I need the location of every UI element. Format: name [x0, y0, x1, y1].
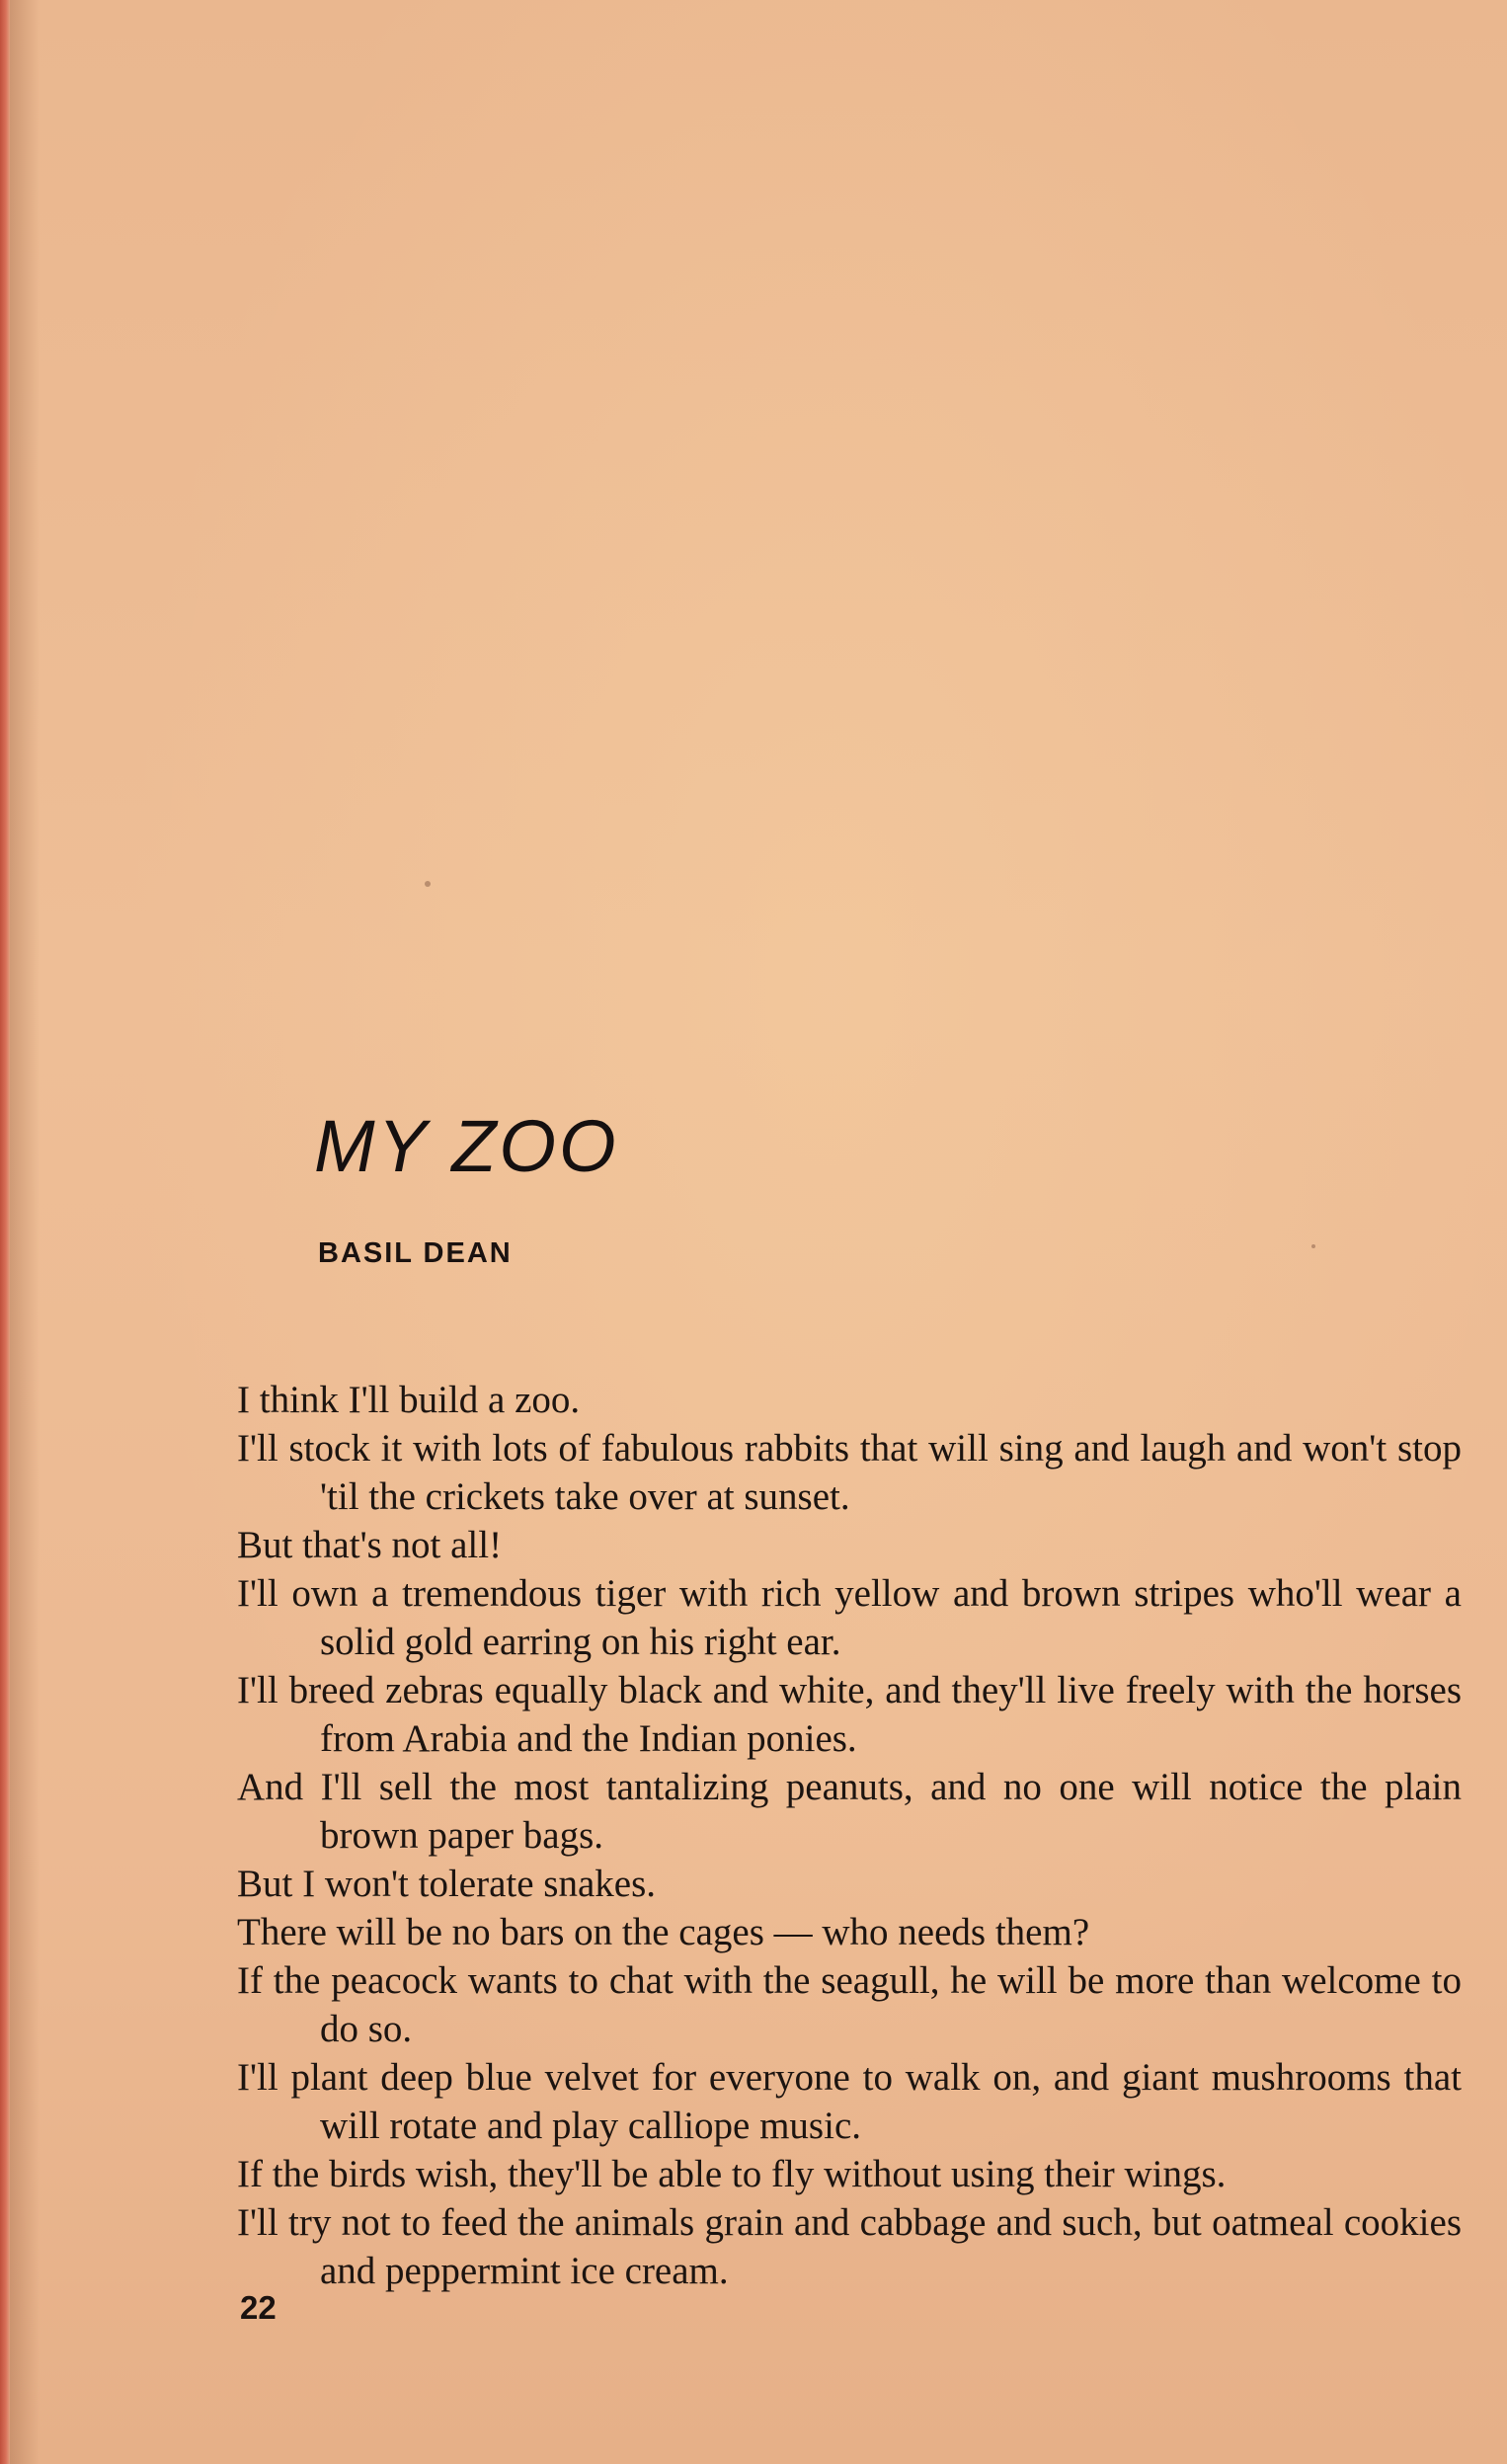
poem-line: But that's not all! [237, 1524, 503, 1566]
paper-speck [425, 881, 431, 887]
poem-line: I'll plant deep blue velvet for everyone to walk on, and giant mushrooms that will rotate and play calliope music. [237, 2056, 1462, 2147]
poem-line: But I won't tolerate snakes. [237, 1863, 657, 1905]
poem-line: There will be no bars on the cages — who needs them? [237, 1911, 1090, 1953]
poem-line: I'll breed zebras equally black and white, and they'll live freely with the horses from Arabia and the Indian ponies. [237, 1669, 1462, 1760]
book-spine-edge [0, 0, 10, 2464]
poem-line: And I'll sell the most tantalizing peanuts, and no one will notice the plain brown paper bags. [237, 1766, 1462, 1857]
page-number: 22 [240, 2289, 277, 2326]
poem-line: I'll stock it with lots of fabulous rabbits that will sing and laugh and won't stop 'til the crickets take over at sunset. [237, 1427, 1462, 1518]
poem-line: I'll try not to feed the animals grain and cabbage and such, but oatmeal cookies and peppermint ice cream. [237, 2201, 1462, 2292]
poem-line: If the birds wish, they'll be able to fly without using their wings. [237, 2153, 1227, 2195]
gutter-shadow [10, 0, 40, 2464]
poem-line: If the peacock wants to chat with the seagull, he will be more than welcome to do so. [237, 1959, 1462, 2050]
poem-title: MY ZOO [314, 1105, 619, 1187]
poem-author: BASIL DEAN [318, 1237, 513, 1269]
poem-line: I'll own a tremendous tiger with rich yellow and brown stripes who'll wear a solid gold earring on his right ear. [237, 1572, 1462, 1663]
poem-body [237, 1376, 1462, 2295]
paper-speck [1311, 1244, 1315, 1248]
poem-line: I think I'll build a zoo. [237, 1379, 581, 1421]
